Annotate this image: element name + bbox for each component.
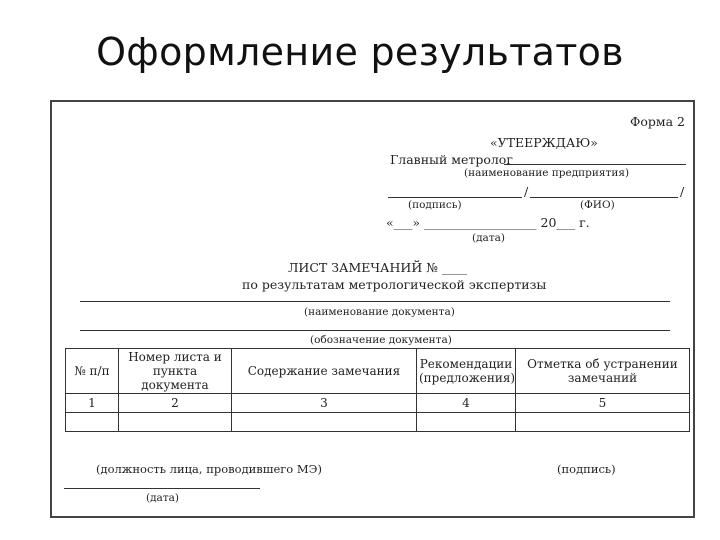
fio-caption: (ФИО): [580, 199, 615, 211]
remarks-table: [65, 348, 690, 432]
column-number: 5: [516, 394, 690, 413]
form-number: Форма 2: [629, 114, 685, 129]
slash-separator: /: [524, 184, 529, 199]
header-sheet-point: Номер листа и пункта документа: [119, 349, 232, 394]
header-elimination-mark: Отметка об устранении замечаний: [516, 349, 690, 394]
date-caption: (дата): [472, 232, 505, 244]
table-cell: [516, 413, 690, 432]
signature-line: [388, 197, 522, 198]
sign-caption: (подпись): [408, 199, 462, 211]
table-cell: [232, 413, 417, 432]
column-number: 4: [417, 394, 516, 413]
fio-line: [530, 197, 678, 198]
slash-separator-end: /: [680, 184, 685, 199]
chief-metrologist-label: Главный метролог: [390, 152, 513, 167]
table-cell: [66, 413, 119, 432]
form-sheet: [50, 100, 695, 518]
header-recommendations: Рекомендации (предложения): [417, 349, 516, 394]
doc-name-caption: (наименование документа): [304, 306, 455, 318]
table-number-row: [66, 394, 690, 413]
slide-title: Оформление результатов: [96, 30, 624, 74]
column-number: 2: [119, 394, 232, 413]
position-caption: (должность лица, проводившего МЭ): [96, 462, 322, 476]
bottom-date-caption: (дата): [146, 492, 179, 504]
doc-designation-line: [80, 330, 670, 331]
sheet-subtitle: по результатам метрологической экспертизы: [242, 277, 547, 292]
column-number: 3: [232, 394, 417, 413]
chief-metrologist-line: [504, 164, 686, 165]
sheet-title: ЛИСТ ЗАМЕЧАНИЙ № ____: [288, 260, 467, 275]
enterprise-caption: (наименование предприятия): [464, 167, 630, 179]
bottom-date-line: [64, 488, 260, 489]
date-line: «___» __________________ 20___ г.: [386, 215, 590, 230]
approve-label: «УТЕЕРЖДАЮ»: [490, 135, 598, 150]
doc-name-line: [80, 301, 670, 302]
doc-designation-caption: (обозначение документа): [310, 334, 452, 346]
header-remark-content: Содержание замечания: [232, 349, 417, 394]
table-cell: [417, 413, 516, 432]
table-row: [66, 413, 690, 432]
table-cell: [119, 413, 232, 432]
column-number: 1: [66, 394, 119, 413]
table-header-row: [66, 349, 690, 394]
bottom-sign-caption: (подпись): [557, 462, 616, 476]
header-number: № п/п: [66, 349, 119, 394]
